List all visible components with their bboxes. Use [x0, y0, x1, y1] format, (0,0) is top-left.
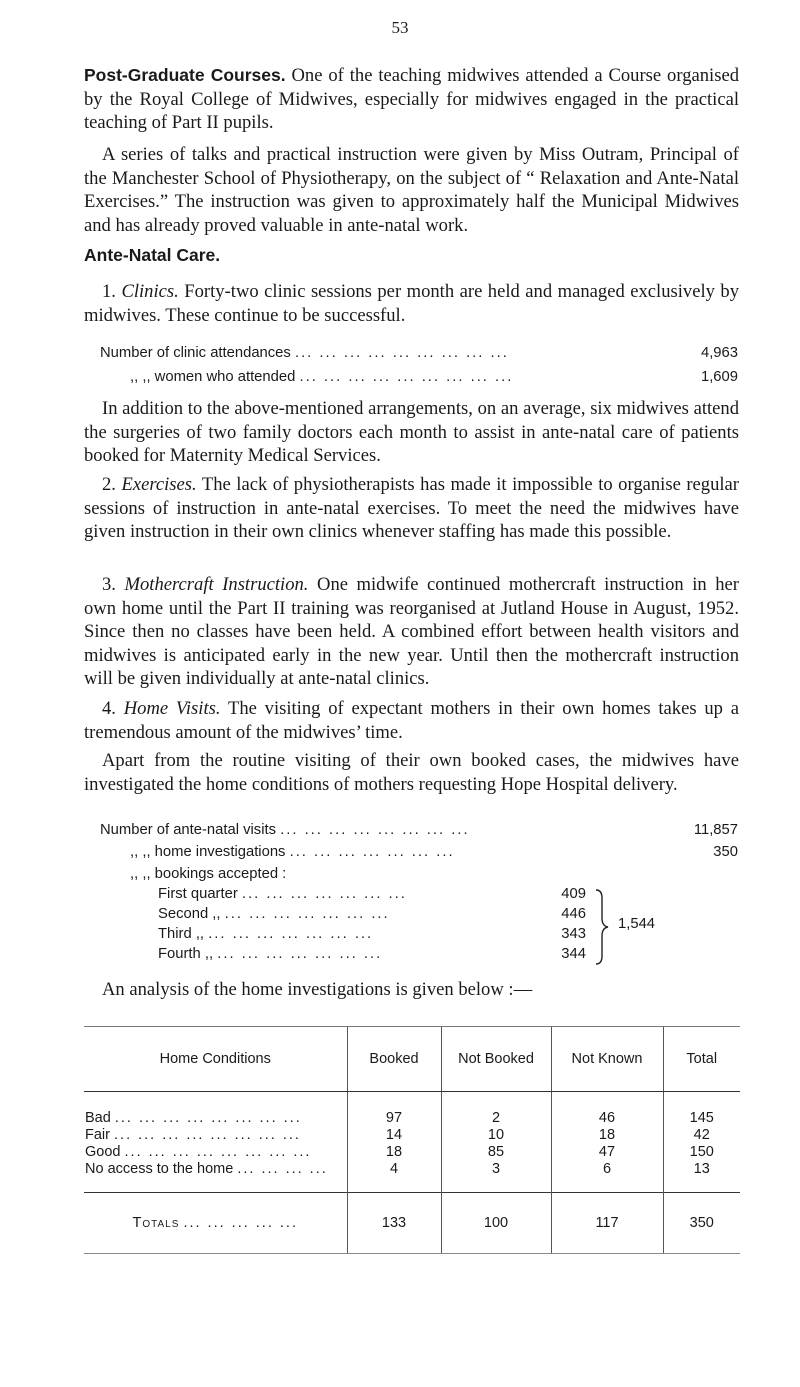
header-total: Total	[663, 1027, 740, 1092]
home-conditions-table	[84, 1026, 740, 1254]
stat-women-attended: ,, ,, women who attended ... ... ... ... ... ... ... ... ...	[130, 369, 514, 385]
stat-ante-natal-visits: Number of ante-natal visits ... ... ... ... ... ... ... ...	[100, 822, 470, 838]
clinics-number: 1.	[102, 281, 116, 302]
exercises-paragraph: 2. Exercises. The lack of physiotherapists has made it impossible to organise regular sessions of instruction in ante-natal exercises. To meet the need the midwives have given instruction in their own clinics whenever staffing has made this possible.	[84, 474, 739, 543]
apart-paragraph	[84, 749, 739, 796]
totals-not-booked: 100	[441, 1193, 551, 1254]
totals-row	[84, 1193, 740, 1254]
row-labels	[84, 1092, 347, 1193]
stat-women-attended-value: 1,609	[700, 369, 738, 385]
col-booked: 97 14 18 4	[347, 1092, 441, 1193]
table-row: No access to the home ... ... ... ...	[85, 1161, 328, 1177]
mothercraft-title: Mothercraft Instruction.	[124, 574, 309, 595]
clinics-title: Clinics.	[121, 281, 179, 302]
quarter-fourth-value: 344	[561, 946, 586, 962]
totals-not-known: 117	[551, 1193, 663, 1254]
stat-home-investigations-value: 350	[713, 844, 738, 860]
stat-clinic-attendances: Number of clinic attendances ... ... ... ... ... ... ... ... ...	[100, 345, 509, 361]
post-graduate-text: One of the teaching midwives attended a Course organised by the Royal College of Midwives, especially for midwives engaged in the practical teaching of Part II pupils.	[84, 65, 739, 134]
relaxation-text: A series of talks and practical instruction were given by Miss Outram, Principal of the Manchester School of Physiotherapy, on the subject of “ Relaxation and Ante-Natal Exercises.” The instruction was given to approximately half the Municipal Midwives and has already proved valuable in ante-natal work.	[84, 144, 739, 236]
quarter-first: First quarter ... ... ... ... ... ... ...	[158, 886, 407, 902]
right-brace	[592, 888, 614, 966]
clinics-text: Forty-two clinic sessions per month are held and managed exclusively by midwives. These continue to be successful.	[84, 281, 740, 326]
table-header-row	[84, 1027, 740, 1092]
totals-label: Totals ... ... ... ... ...	[84, 1193, 347, 1254]
analysis-intro: An analysis of the home investigations is given below :—	[102, 979, 533, 1000]
apart-text: Apart from the routine visiting of their own booked cases, the midwives have investigated the home conditions of mothers requesting Hope Hospital delivery.	[84, 750, 739, 795]
col-not-booked: 2 10 85 3	[441, 1092, 551, 1193]
stat-clinic-attendances-value: 4,963	[700, 345, 738, 361]
mothercraft-paragraph: 3. Mothercraft Instruction. One midwife continued mothercraft instruction in her own home until the Part II training was reorganised at Jutland House in August, 1952. Since then no classes have been held. A combined effort between health visitors and midwives is anticipated early in the new year. Until then the mothercraft instruction will be given individually at ante-natal clinics.	[84, 574, 739, 690]
surgeries-text: In addition to the above-mentioned arrangements, on an average, six midwives attend the surgeries of two family doctors each month to assist in ante-natal care of patients booked for Maternity Medical Services.	[84, 398, 739, 467]
col-total: 145 42 150 13	[663, 1092, 740, 1193]
totals-booked: 133	[347, 1193, 441, 1254]
ante-natal-heading: Ante-Natal Care.	[84, 245, 221, 265]
post-graduate-paragraph	[84, 64, 739, 135]
quarter-second-value: 446	[561, 906, 586, 922]
stat-home-investigations: ,, ,, home investigations ... ... ... ... ... ... ...	[130, 844, 455, 860]
post-graduate-heading: Post-Graduate Courses.	[84, 65, 286, 85]
quarter-fourth: Fourth ,, ... ... ... ... ... ... ...	[158, 946, 383, 962]
exercises-text: The lack of physiotherapists has made it impossible to organise regular sessions of instruction in ante-natal exercises. To meet the need the midwives have given instruction in their own clinics whenever staffing has made this possible.	[84, 474, 739, 543]
stat-bookings-accepted: ,, ,, bookings accepted :	[130, 866, 287, 882]
header-not-known: Not Known	[551, 1027, 663, 1092]
surgeries-paragraph	[84, 397, 739, 468]
stat-ante-natal-visits-value: 11,857	[693, 822, 738, 838]
totals-total: 350	[663, 1193, 740, 1254]
col-not-known: 46 18 47 6	[551, 1092, 663, 1193]
quarters-total-value: 1,544	[618, 916, 656, 932]
exercises-title: Exercises.	[121, 474, 197, 495]
header-not-booked: Not Booked	[441, 1027, 551, 1092]
header-booked: Booked	[347, 1027, 441, 1092]
clinics-paragraph	[84, 280, 739, 327]
table-row: Bad ... ... ... ... ... ... ... ...	[85, 1110, 302, 1126]
home-visits-title: Home Visits.	[123, 698, 221, 719]
quarter-third: Third ,, ... ... ... ... ... ... ...	[158, 926, 374, 942]
mothercraft-text: One midwife continued mothercraft instruction in her own home until the Part II training was reorganised at Jutland House in August, 1952. Since then no classes have been held. A combined effort between health visitors and midwives is anticipated early in the new year. Until then the mothercraft instruction will be given individually at ante-natal clinics.	[84, 574, 739, 690]
quarter-third-value: 343	[561, 926, 586, 942]
table-row: Good ... ... ... ... ... ... ... ...	[85, 1144, 312, 1160]
table-row: Fair ... ... ... ... ... ... ... ...	[85, 1127, 301, 1143]
page-number: 53	[391, 18, 409, 37]
quarter-first-value: 409	[561, 886, 586, 902]
quarter-second: Second ,, ... ... ... ... ... ... ...	[158, 906, 390, 922]
table-body	[84, 1092, 740, 1193]
home-visits-paragraph: 4. Home Visits. The visiting of expectant mothers in their own homes takes up a tremendous amount of the midwives’ time.	[84, 698, 739, 743]
home-visits-text: The visiting of expectant mothers in their own homes takes up a tremendous amount of the midwives’ time.	[84, 698, 739, 743]
header-home-conditions: Home Conditions	[84, 1027, 347, 1092]
relaxation-paragraph	[84, 143, 739, 237]
